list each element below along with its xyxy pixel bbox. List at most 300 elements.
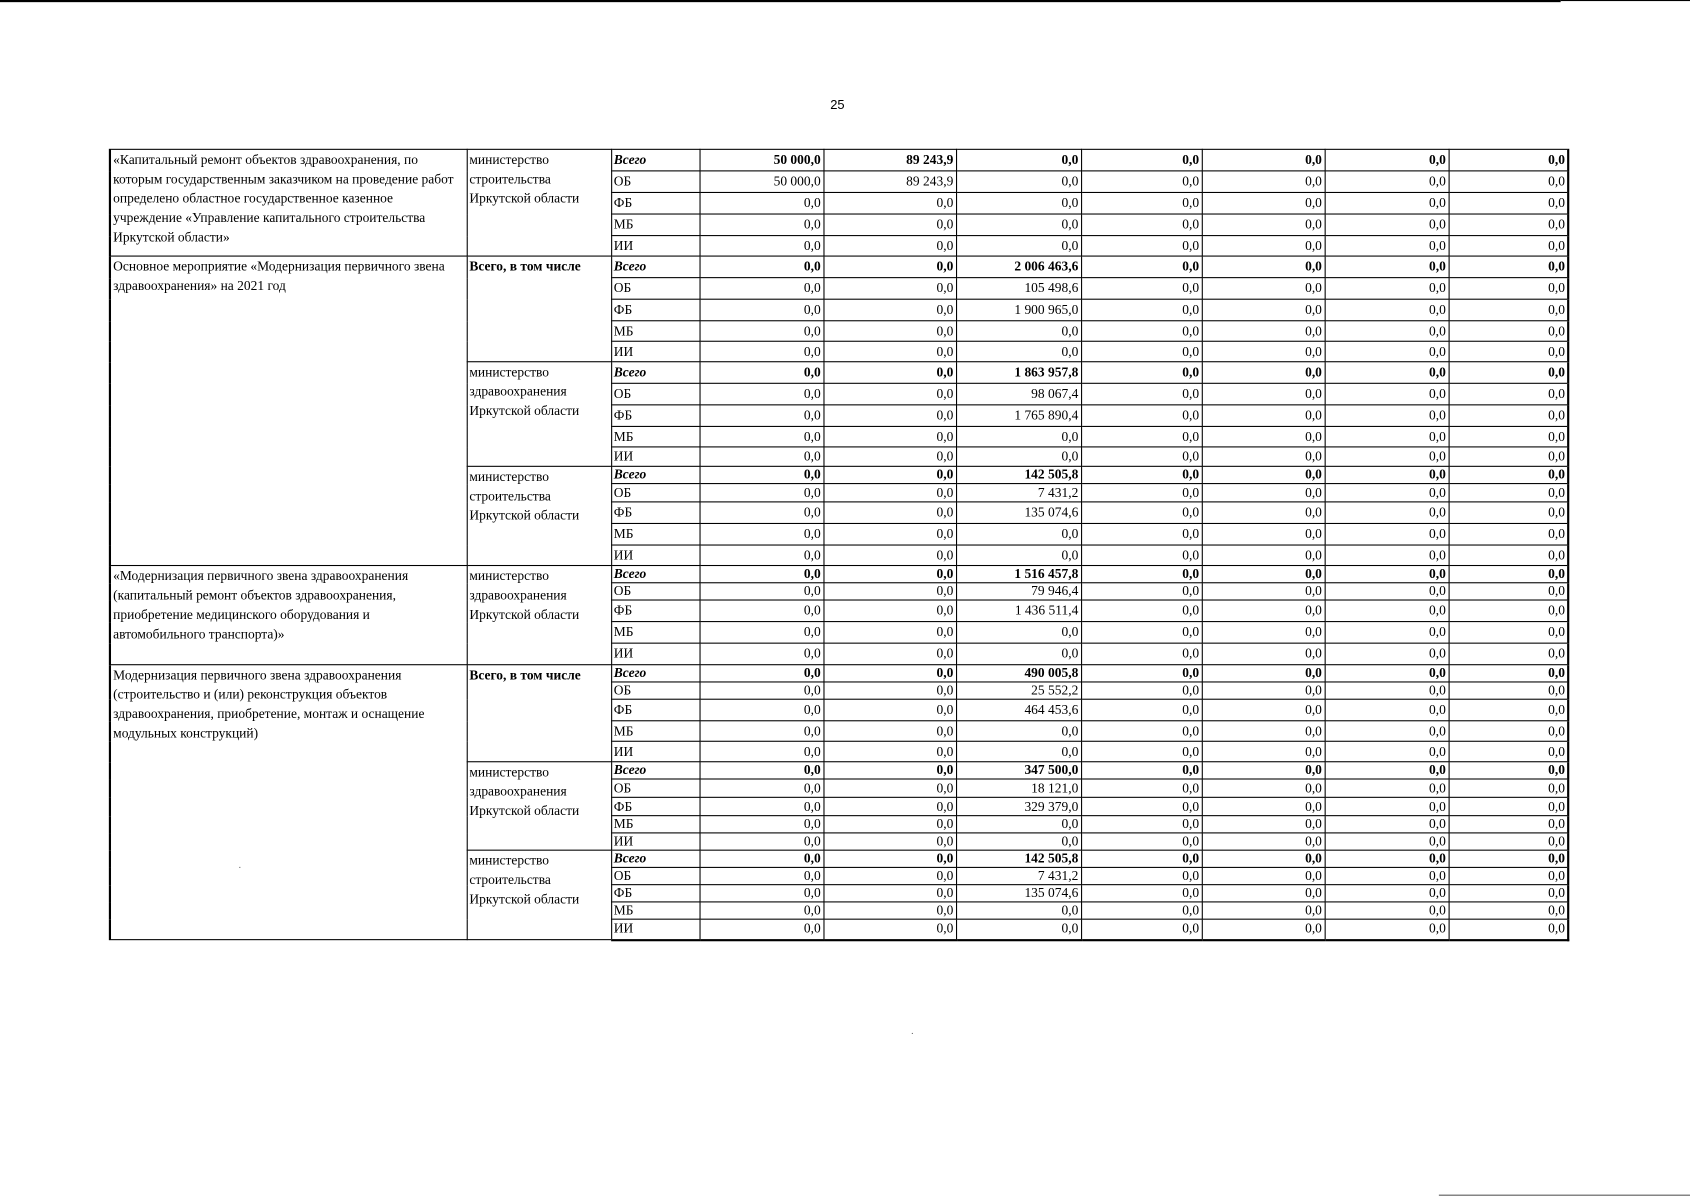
funding-source-cell: ИИ [611,447,699,466]
amount-cell: 0,0 [956,816,1081,833]
amount-cell: 0,0 [823,797,956,815]
funding-source-cell: ИИ [611,919,699,939]
amount-cell: 0,0 [699,236,823,256]
amount-cell: 0,0 [823,583,956,600]
amount-cell: 0,0 [1325,816,1449,833]
amount-cell: 0,0 [1202,278,1325,300]
amount-cell: 0,0 [699,523,823,545]
amount-cell: 2 006 463,6 [956,256,1081,278]
activity-description: «Модернизация первичного звена здравоохранения (капитальный ремонт объектов здравоохранения, приобретение медицинского оборудования и автомобильного транспорта)» [110,566,467,665]
amount-cell: 0,0 [1325,447,1449,466]
amount-cell: 0,0 [1202,192,1325,214]
amount-cell: 0,0 [699,502,823,524]
funding-source-cell: ОБ [611,171,699,193]
amount-cell: 7 431,2 [956,867,1081,884]
amount-cell: 0,0 [1325,236,1449,256]
amount-cell: 0,0 [1449,236,1569,256]
scan-edge-top [0,0,1561,2]
executor-cell: министерство строительства Иркутской области [467,149,611,256]
amount-cell: 0,0 [1202,779,1325,797]
amount-cell: 0,0 [699,447,823,466]
amount-cell: 0,0 [1081,600,1202,622]
funding-source-cell: Всего [611,566,699,583]
amount-cell: 0,0 [823,762,956,779]
amount-cell: 0,0 [1081,699,1202,721]
amount-cell: 0,0 [1081,299,1202,321]
funding-source-cell: Всего [611,149,699,171]
funding-source-cell: ОБ [611,278,699,300]
amount-cell: 0,0 [1449,545,1569,565]
amount-cell: 25 552,2 [956,682,1081,699]
amount-cell: 0,0 [1081,741,1202,761]
amount-cell: 0,0 [1325,566,1449,583]
funding-source-cell: ФБ [611,699,699,721]
amount-cell: 0,0 [1202,299,1325,321]
amount-cell: 79 946,4 [956,583,1081,600]
amount-cell: 0,0 [1202,850,1325,867]
amount-cell: 0,0 [956,545,1081,565]
amount-cell: 0,0 [1081,622,1202,644]
amount-cell: 0,0 [1081,321,1202,341]
amount-cell: 0,0 [1202,484,1325,502]
amount-cell: 0,0 [699,665,823,682]
amount-cell: 0,0 [823,484,956,502]
amount-cell: 0,0 [699,850,823,867]
amount-cell: 0,0 [1325,502,1449,524]
amount-cell: 0,0 [823,299,956,321]
amount-cell: 0,0 [1202,383,1325,405]
amount-cell: 0,0 [956,523,1081,545]
amount-cell: 0,0 [1202,919,1325,939]
amount-cell: 0,0 [1081,779,1202,797]
amount-cell: 0,0 [699,545,823,565]
page-number: 25 [830,97,845,113]
amount-cell: 0,0 [699,299,823,321]
amount-cell: 0,0 [956,833,1081,850]
amount-cell: 0,0 [1325,762,1449,779]
amount-cell: 0,0 [1449,721,1569,741]
amount-cell: 0,0 [956,919,1081,939]
funding-source-cell: Всего [611,466,699,483]
amount-cell: 0,0 [1325,622,1449,644]
funding-source-cell: ИИ [611,741,699,761]
amount-cell: 0,0 [1449,383,1569,405]
amount-cell: 0,0 [1081,797,1202,815]
executor-cell: министерство строительства Иркутской области [467,466,611,565]
amount-cell: 329 379,0 [956,797,1081,815]
amount-cell: 50 000,0 [699,149,823,171]
funding-source-cell: ФБ [611,405,699,427]
amount-cell: 0,0 [1449,447,1569,466]
amount-cell: 0,0 [699,383,823,405]
funding-source-cell: ИИ [611,236,699,256]
funding-source-cell: Всего [611,362,699,384]
amount-cell: 0,0 [823,566,956,583]
funding-source-cell: МБ [611,902,699,919]
amount-cell: 0,0 [1081,171,1202,193]
amount-cell: 0,0 [823,741,956,761]
amount-cell: 0,0 [823,362,956,384]
amount-cell: 0,0 [1081,426,1202,446]
amount-cell: 0,0 [1449,762,1569,779]
amount-cell: 0,0 [699,779,823,797]
amount-cell: 0,0 [1449,741,1569,761]
amount-cell: 0,0 [1081,256,1202,278]
amount-cell: 0,0 [823,466,956,483]
amount-cell: 0,0 [1325,721,1449,741]
amount-cell: 7 431,2 [956,484,1081,502]
amount-cell: 0,0 [1202,902,1325,919]
amount-cell: 0,0 [1081,816,1202,833]
amount-cell: 0,0 [1081,236,1202,256]
executor-cell: министерство здравоохранения Иркутской области [467,762,611,850]
amount-cell: 0,0 [1081,466,1202,483]
amount-cell: 0,0 [1325,797,1449,815]
amount-cell: 0,0 [1081,762,1202,779]
amount-cell: 0,0 [1325,600,1449,622]
amount-cell: 0,0 [823,523,956,545]
amount-cell: 0,0 [1449,885,1569,902]
amount-cell: 0,0 [699,192,823,214]
amount-cell: 0,0 [1325,583,1449,600]
funding-source-cell: Всего [611,762,699,779]
amount-cell: 0,0 [1449,919,1569,939]
amount-cell: 0,0 [1449,278,1569,300]
executor-cell: министерство здравоохранения Иркутской области [467,362,611,467]
amount-cell: 0,0 [956,321,1081,341]
amount-cell: 0,0 [1325,682,1449,699]
amount-cell: 50 000,0 [699,171,823,193]
funding-source-cell: ИИ [611,545,699,565]
funding-source-cell: ОБ [611,484,699,502]
activity-description: «Капитальный ремонт объектов здравоохранения, по которым государственным заказчиком на проведение работ определено областное государственное казенное учреждение «Управление капитального строительства Иркутской области» [110,149,467,256]
amount-cell: 0,0 [956,192,1081,214]
amount-cell: 0,0 [1325,149,1449,171]
amount-cell: 0,0 [1449,699,1569,721]
amount-cell: 0,0 [1325,383,1449,405]
amount-cell: 0,0 [1449,583,1569,600]
funding-source-cell: ОБ [611,682,699,699]
amount-cell: 142 505,8 [956,850,1081,867]
activity-description: Основное мероприятие «Модернизация первичного звена здравоохранения» на 2021 год [110,256,467,565]
amount-cell: 0,0 [1449,426,1569,446]
funding-source-cell: ОБ [611,867,699,884]
table-row [110,256,1568,278]
amount-cell: 0,0 [1202,762,1325,779]
funding-source-cell: МБ [611,426,699,446]
amount-cell: 0,0 [823,321,956,341]
amount-cell: 0,0 [956,214,1081,236]
amount-cell: 0,0 [1081,902,1202,919]
amount-cell: 0,0 [699,762,823,779]
amount-cell: 0,0 [823,600,956,622]
amount-cell: 0,0 [823,816,956,833]
amount-cell: 0,0 [1449,502,1569,524]
amount-cell: 0,0 [1325,192,1449,214]
amount-cell: 0,0 [1202,405,1325,427]
amount-cell: 0,0 [1449,299,1569,321]
amount-cell: 0,0 [956,741,1081,761]
amount-cell: 464 453,6 [956,699,1081,721]
amount-cell: 0,0 [956,721,1081,741]
amount-cell: 0,0 [823,721,956,741]
amount-cell: 0,0 [1081,583,1202,600]
funding-source-cell: Всего [611,665,699,682]
amount-cell: 0,0 [1325,341,1449,361]
amount-cell: 0,0 [956,236,1081,256]
amount-cell: 0,0 [1202,466,1325,483]
amount-cell: 0,0 [1081,919,1202,939]
funding-source-cell: МБ [611,721,699,741]
amount-cell: 0,0 [1081,278,1202,300]
executor-cell: Всего, в том числе [467,665,611,762]
activity-description: Модернизация первичного звена здравоохранения (строительство и (или) реконструкция объектов здравоохранения, приобретение, монтаж и оснащение модульных конструкций) [110,665,467,940]
scan-speck [912,1033,913,1034]
amount-cell: 89 243,9 [823,171,956,193]
amount-cell: 0,0 [699,600,823,622]
amount-cell: 0,0 [1325,362,1449,384]
funding-source-cell: ИИ [611,341,699,361]
funding-source-cell: ОБ [611,583,699,600]
amount-cell: 0,0 [1449,902,1569,919]
amount-cell: 0,0 [1081,383,1202,405]
amount-cell: 0,0 [1081,405,1202,427]
amount-cell: 0,0 [823,447,956,466]
amount-cell: 0,0 [823,867,956,884]
amount-cell: 0,0 [699,867,823,884]
amount-cell: 0,0 [823,682,956,699]
amount-cell: 0,0 [1449,797,1569,815]
amount-cell: 0,0 [699,405,823,427]
amount-cell: 347 500,0 [956,762,1081,779]
amount-cell: 0,0 [1449,566,1569,583]
amount-cell: 0,0 [1449,643,1569,665]
amount-cell: 0,0 [1081,566,1202,583]
amount-cell: 0,0 [699,484,823,502]
funding-source-cell: ИИ [611,643,699,665]
amount-cell: 0,0 [1081,341,1202,361]
amount-cell: 0,0 [699,256,823,278]
executor-cell: министерство здравоохранения Иркутской области [467,566,611,665]
amount-cell: 0,0 [823,545,956,565]
amount-cell: 0,0 [1449,816,1569,833]
amount-cell: 0,0 [1081,721,1202,741]
amount-cell: 0,0 [699,566,823,583]
amount-cell: 0,0 [823,850,956,867]
funding-source-cell: Всего [611,850,699,867]
funding-source-cell: ОБ [611,383,699,405]
table-row [110,149,1568,171]
amount-cell: 0,0 [699,797,823,815]
budget-table-body [110,149,1568,939]
amount-cell: 135 074,6 [956,885,1081,902]
amount-cell: 0,0 [1202,566,1325,583]
amount-cell: 0,0 [699,885,823,902]
amount-cell: 0,0 [1202,236,1325,256]
amount-cell: 0,0 [699,426,823,446]
amount-cell: 0,0 [823,885,956,902]
amount-cell: 0,0 [1449,466,1569,483]
amount-cell: 0,0 [1449,867,1569,884]
funding-source-cell: Всего [611,256,699,278]
amount-cell: 0,0 [823,502,956,524]
amount-cell: 0,0 [1449,214,1569,236]
amount-cell: 0,0 [1202,447,1325,466]
amount-cell: 0,0 [1081,682,1202,699]
amount-cell: 0,0 [699,682,823,699]
amount-cell: 0,0 [1325,850,1449,867]
amount-cell: 0,0 [699,466,823,483]
amount-cell: 0,0 [1202,816,1325,833]
amount-cell: 1 516 457,8 [956,566,1081,583]
amount-cell: 0,0 [823,426,956,446]
amount-cell: 0,0 [1449,850,1569,867]
amount-cell: 1 900 965,0 [956,299,1081,321]
amount-cell: 0,0 [1325,545,1449,565]
amount-cell: 0,0 [1202,741,1325,761]
amount-cell: 0,0 [1449,149,1569,171]
funding-source-cell: ФБ [611,502,699,524]
amount-cell: 0,0 [699,341,823,361]
amount-cell: 0,0 [1081,149,1202,171]
amount-cell: 0,0 [1325,919,1449,939]
scan-edge-top-right [1561,0,1690,1]
amount-cell: 0,0 [1202,867,1325,884]
amount-cell: 0,0 [1325,321,1449,341]
amount-cell: 0,0 [1449,600,1569,622]
amount-cell: 0,0 [699,699,823,721]
amount-cell: 0,0 [823,902,956,919]
amount-cell: 0,0 [1081,362,1202,384]
amount-cell: 0,0 [1325,833,1449,850]
amount-cell: 0,0 [823,256,956,278]
amount-cell: 0,0 [1202,149,1325,171]
amount-cell: 0,0 [1202,214,1325,236]
amount-cell: 0,0 [1449,682,1569,699]
funding-source-cell: ФБ [611,600,699,622]
amount-cell: 0,0 [823,779,956,797]
amount-cell: 0,0 [823,192,956,214]
funding-source-cell: МБ [611,523,699,545]
amount-cell: 0,0 [1081,665,1202,682]
amount-cell: 0,0 [823,341,956,361]
amount-cell: 0,0 [699,902,823,919]
amount-cell: 0,0 [699,643,823,665]
amount-cell: 0,0 [699,362,823,384]
funding-source-cell: ИИ [611,833,699,850]
budget-table [109,149,1569,941]
amount-cell: 0,0 [956,902,1081,919]
amount-cell: 0,0 [1325,523,1449,545]
amount-cell: 0,0 [1325,426,1449,446]
amount-cell: 0,0 [1202,321,1325,341]
amount-cell: 0,0 [1449,405,1569,427]
executor-cell: министерство строительства Иркутской области [467,850,611,939]
scan-speck [239,867,240,868]
amount-cell: 0,0 [1325,741,1449,761]
scan-edge-bottom [1439,1195,1690,1196]
amount-cell: 0,0 [823,278,956,300]
amount-cell: 0,0 [1202,665,1325,682]
amount-cell: 0,0 [1202,699,1325,721]
amount-cell: 0,0 [1081,523,1202,545]
amount-cell: 0,0 [699,721,823,741]
funding-source-cell: ФБ [611,299,699,321]
amount-cell: 0,0 [823,236,956,256]
amount-cell: 0,0 [823,383,956,405]
amount-cell: 0,0 [1325,643,1449,665]
amount-cell: 0,0 [1325,466,1449,483]
table-row [110,665,1568,682]
amount-cell: 0,0 [1325,256,1449,278]
amount-cell: 0,0 [699,321,823,341]
amount-cell: 0,0 [956,622,1081,644]
amount-cell: 0,0 [1325,902,1449,919]
executor-cell: Всего, в том числе [467,256,611,362]
amount-cell: 0,0 [1449,321,1569,341]
funding-source-cell: МБ [611,214,699,236]
amount-cell: 89 243,9 [823,149,956,171]
funding-source-cell: МБ [611,622,699,644]
funding-source-cell: МБ [611,321,699,341]
amount-cell: 0,0 [1325,484,1449,502]
amount-cell: 0,0 [1325,699,1449,721]
amount-cell: 0,0 [1081,502,1202,524]
amount-cell: 0,0 [823,622,956,644]
amount-cell: 0,0 [956,341,1081,361]
amount-cell: 0,0 [956,171,1081,193]
amount-cell: 0,0 [1325,665,1449,682]
amount-cell: 0,0 [1202,341,1325,361]
amount-cell: 0,0 [699,833,823,850]
amount-cell: 0,0 [823,405,956,427]
funding-source-cell: ФБ [611,192,699,214]
amount-cell: 0,0 [1449,779,1569,797]
amount-cell: 0,0 [1202,622,1325,644]
amount-cell: 0,0 [1202,171,1325,193]
amount-cell: 0,0 [1325,885,1449,902]
table-row [110,566,1568,583]
amount-cell: 0,0 [1325,171,1449,193]
amount-cell: 0,0 [1449,484,1569,502]
amount-cell: 0,0 [1202,885,1325,902]
amount-cell: 0,0 [1081,867,1202,884]
amount-cell: 0,0 [699,622,823,644]
amount-cell: 0,0 [823,833,956,850]
funding-source-cell: ФБ [611,885,699,902]
amount-cell: 0,0 [823,643,956,665]
amount-cell: 0,0 [1081,833,1202,850]
amount-cell: 490 005,8 [956,665,1081,682]
amount-cell: 0,0 [1449,362,1569,384]
amount-cell: 0,0 [956,426,1081,446]
amount-cell: 105 498,6 [956,278,1081,300]
amount-cell: 0,0 [1202,797,1325,815]
amount-cell: 0,0 [956,447,1081,466]
amount-cell: 0,0 [956,643,1081,665]
amount-cell: 98 067,4 [956,383,1081,405]
amount-cell: 0,0 [699,214,823,236]
amount-cell: 0,0 [1081,643,1202,665]
amount-cell: 0,0 [1202,426,1325,446]
amount-cell: 0,0 [1449,523,1569,545]
amount-cell: 0,0 [1202,721,1325,741]
amount-cell: 0,0 [699,741,823,761]
amount-cell: 0,0 [1081,447,1202,466]
amount-cell: 0,0 [1202,643,1325,665]
amount-cell: 142 505,8 [956,466,1081,483]
amount-cell: 0,0 [699,816,823,833]
